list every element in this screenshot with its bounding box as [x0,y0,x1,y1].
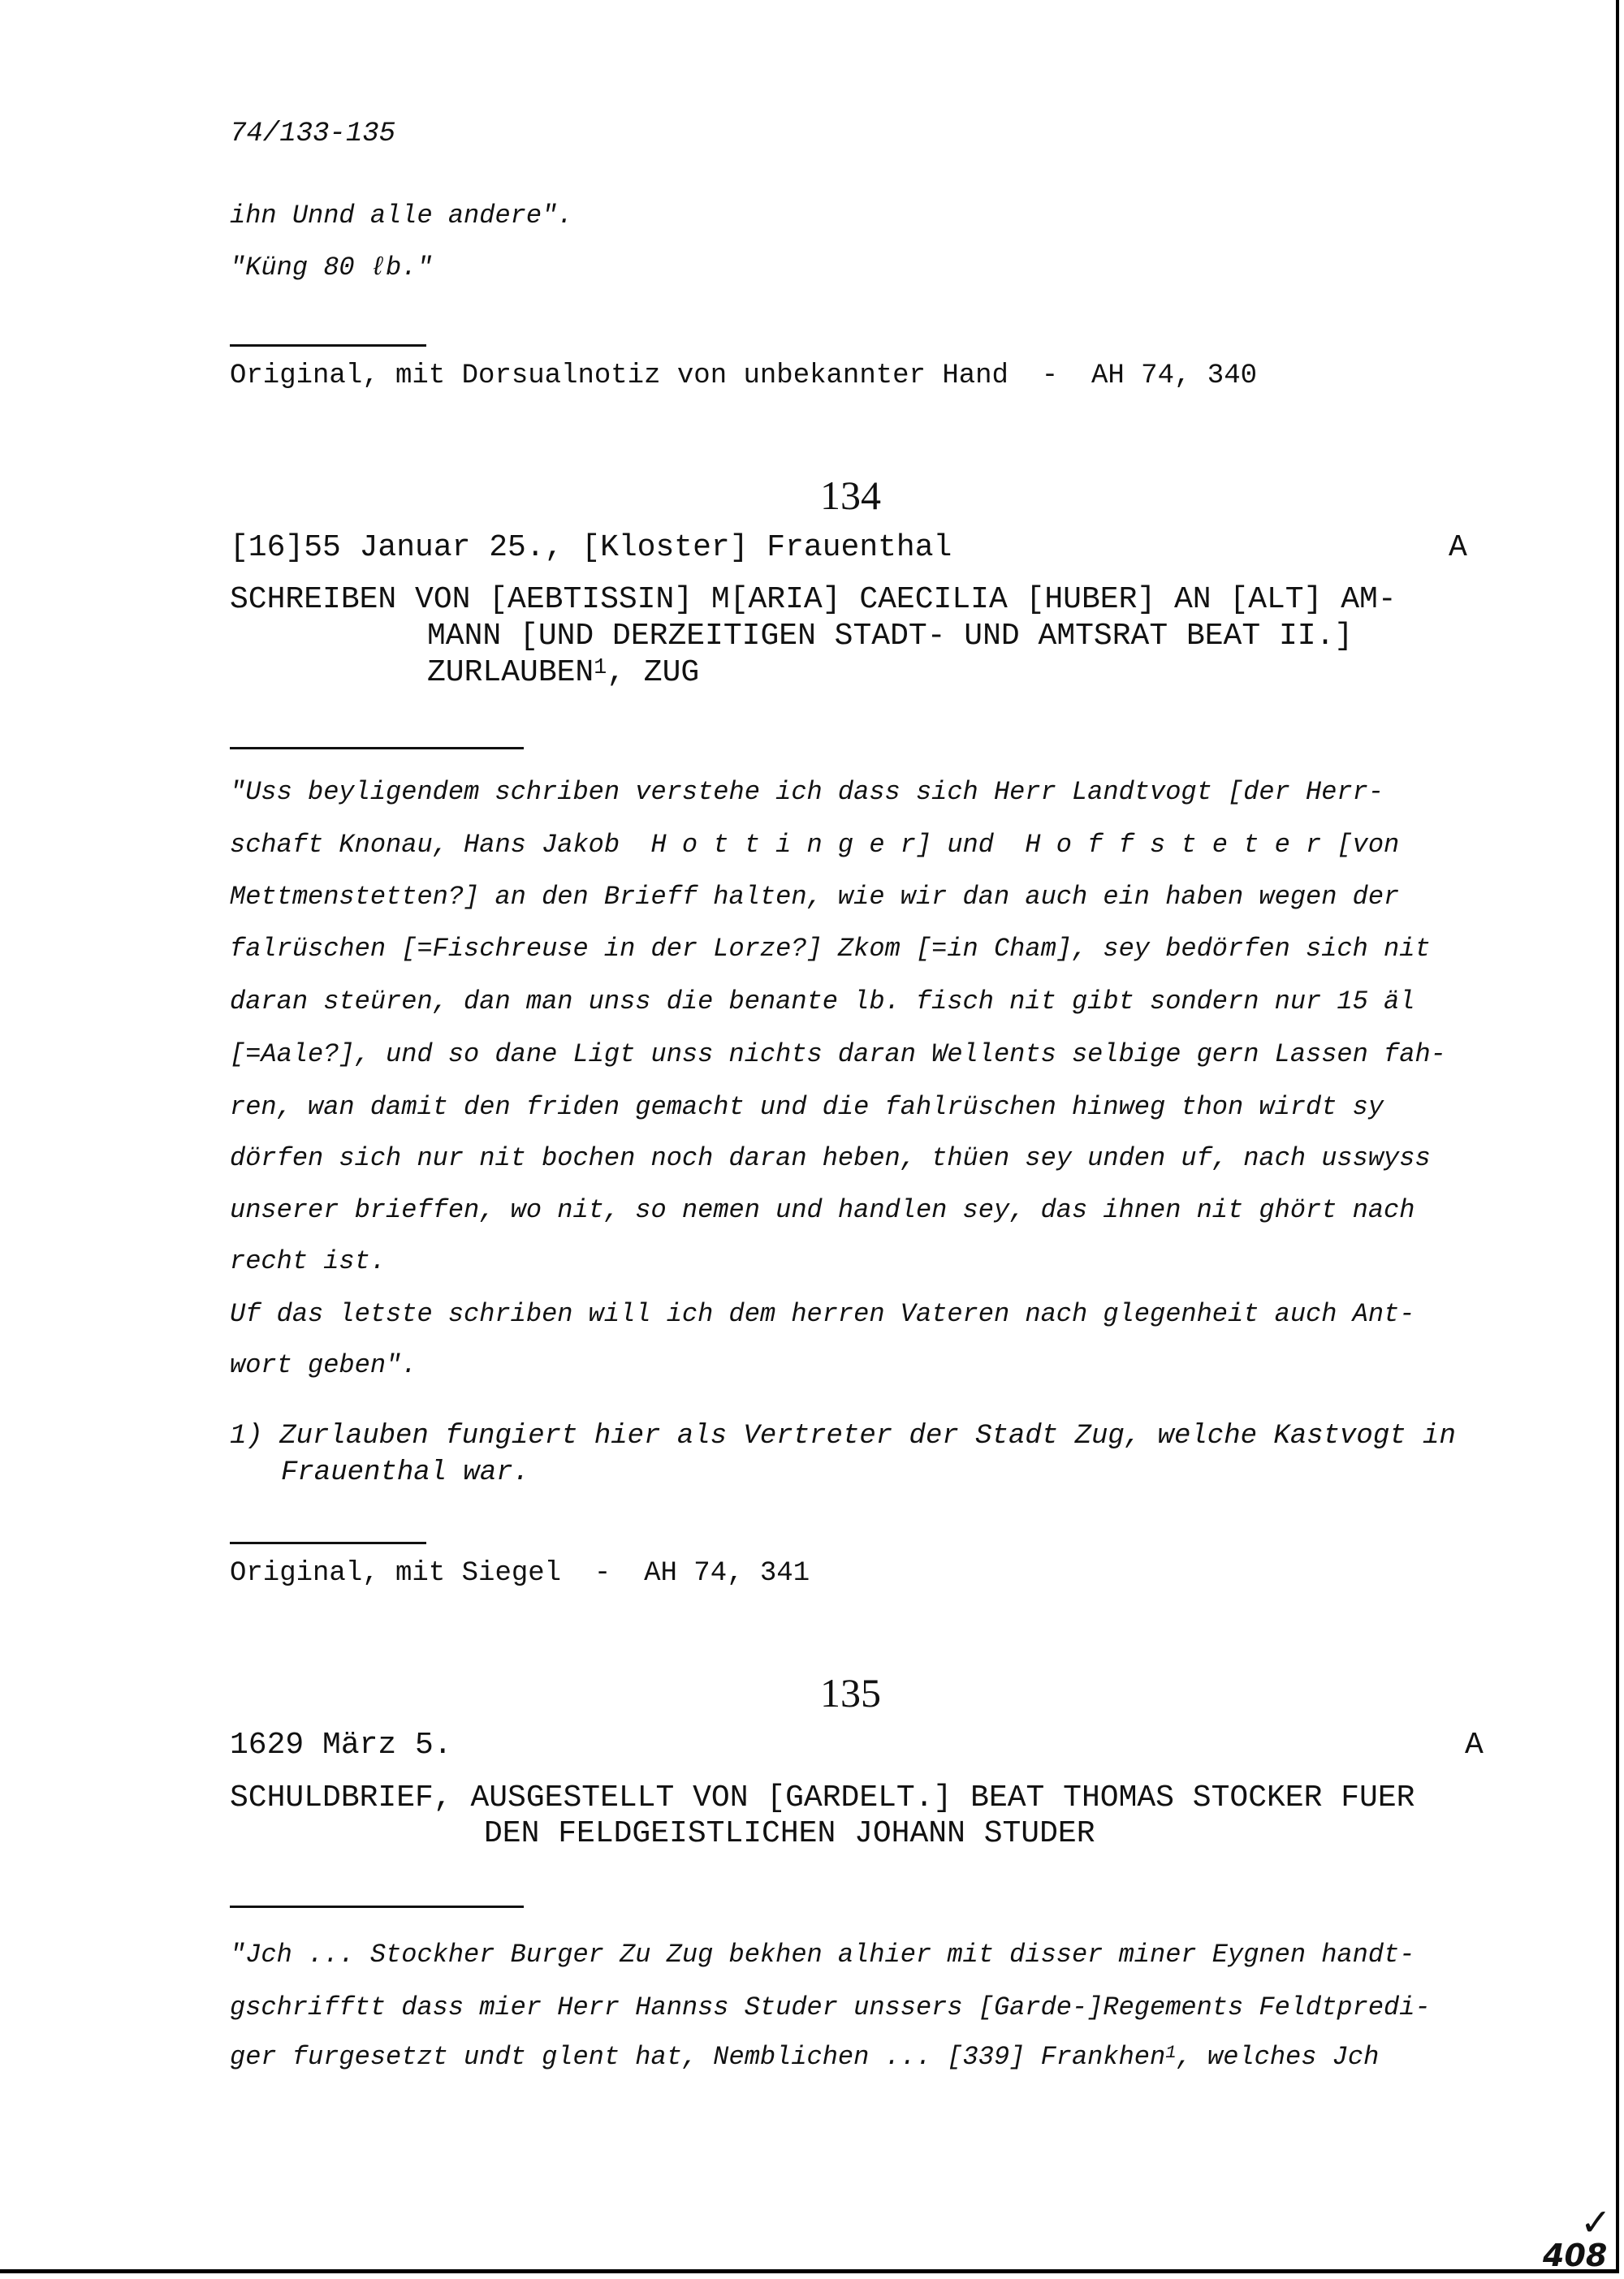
quote-line: recht ist. [230,1246,387,1276]
checkmark-icon: ✓ [1580,2200,1612,2244]
quote-line: falrüschen [=Fischreuse in der Lorze?] Zkom [=in Cham], sey bedörfen sich nit [230,934,1431,964]
quote-text: ger furgesetzt undt glent hat, Nemblichen ... [339] Frankhen [230,2042,1166,2072]
document-title [427,654,700,690]
date-place: 1629 März 5. [230,1728,452,1763]
quote-line: "Küng 80 ℓb." [230,253,433,283]
quote-line: gschrifftt dass mier Herr Hannss Studer unssers [Garde-]Regements Feldtpredi- [230,1992,1431,2022]
divider [230,344,426,347]
footnote-marker: 1 [594,654,607,680]
footnote: Frauenthal war. [281,1457,530,1488]
quote-line: "Uss beyligendem schriben verstehe ich dass sich Herr Landtvogt [der Herr- [230,777,1384,807]
quote-line: ihn Unnd alle andere". [230,201,573,231]
page-reference: 74/133-135 [230,119,396,149]
divider [230,1542,426,1544]
quote-line: Mettmenstetten?] an den Brieff halten, wie wir dan auch ein haben wegen der [230,882,1400,912]
quote-line: [=Aale?], und so dane Ligt unss nichts daran Wellents selbige gern Lassen fah- [230,1039,1446,1069]
footnote-marker: 1 [1165,2042,1177,2064]
document-number: 135 [820,1670,881,1716]
footnote: 1) Zurlauben fungiert hier als Vertreter der Stadt Zug, welche Kastvogt in [230,1421,1456,1452]
document-title: SCHULDBRIEF, AUSGESTELLT VON [GARDELT.] BEAT THOMAS STOCKER FUER [230,1780,1415,1815]
quote-line: wort geben". [230,1350,417,1380]
date-place: [16]55 Januar 25., [Kloster] Frauenthal [230,530,952,565]
quote-text: , welches Jch [1176,2042,1380,2072]
source-note: Original, mit Dorsualnotiz von unbekannter Hand - AH 74, 340 [230,360,1258,391]
quote-line [230,2044,1379,2070]
source-note: Original, mit Siegel - AH 74, 341 [230,1558,810,1589]
document-title: MANN [UND DERZEITIGEN STADT- UND AMTSRAT BEAT II.] [427,619,1354,654]
document-title: DEN FELDGEISTLICHEN JOHANN STUDER [484,1816,1095,1851]
quote-line: "Jch ... Stockher Burger Zu Zug bekhen alhier mit disser miner Eygnen handt- [230,1940,1415,1970]
folio-number: 408 [1543,2238,1608,2273]
quote-line: dörfen sich nur nit bochen noch daran heben, thüen sey unden uf, nach usswyss [230,1143,1431,1173]
title-place: , ZUG [607,655,700,690]
document-type: A [1465,1728,1484,1763]
quote-line: unserer brieffen, wo nit, so nemen und handlen sey, das ihnen nit ghört nach [230,1195,1415,1225]
document-number: 134 [820,473,881,518]
quote-line: schaft Knonau, Hans Jakob H o t t i n g e r] und H o f f s t e t e r [von [230,830,1400,860]
divider [230,1906,524,1908]
document-type: A [1449,530,1467,565]
quote-line: ren, wan damit den friden gemacht und die fahlrüschen hinweg thon wirdt sy [230,1092,1384,1122]
quote-line: daran steüren, dan man unss die benante lb. fisch nit gibt sondern nur 15 äl [230,986,1415,1016]
title-name: ZURLAUBEN [427,655,594,690]
divider [230,747,524,749]
quote-line: Uf das letste schriben will ich dem herren Vateren nach glegenheit auch Ant- [230,1299,1415,1329]
document-title: SCHREIBEN VON [AEBTISSIN] M[ARIA] CAECILIA [HUBER] AN [ALT] AM- [230,582,1397,617]
